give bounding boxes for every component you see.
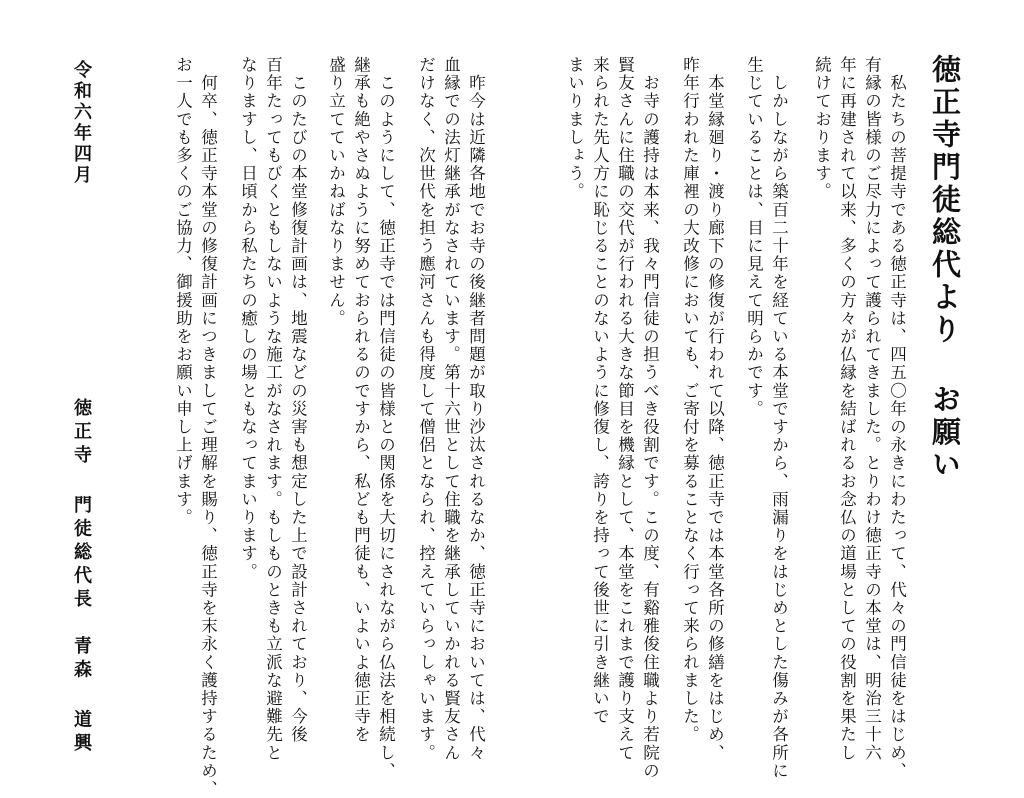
- date: 令和六年四月: [71, 60, 92, 186]
- body-line: このようにして、徳正寺では門信徒の皆様との関係を大切にされながら仏法を相続し、: [376, 56, 396, 780]
- body-line: 有縁の皆様のご尽力によって護られてきました。とりわけ徳正寺の本堂は、明治三十六: [862, 56, 882, 762]
- body-line: 継承も絶やさぬように努めておられるのですから、私ども門徒も、いよいよ徳正寺を: [351, 56, 371, 744]
- body-line: 来られた先人方に恥じることのないように修復し、誇りを持って後世に引き継いで: [590, 56, 610, 726]
- body-line: 血縁での法灯継承がなされています。第十六世として住職を継承していかれる賢友さん: [441, 56, 461, 762]
- body-line: 百年たってもびくともしないような施工がなされます。もしものときも立派な避難先と: [263, 56, 283, 762]
- body-line: なりますし、日頃から私たちの癒しの場ともなってまいります。: [238, 56, 258, 581]
- body-line: 続けております。: [812, 56, 832, 201]
- body-line: 昨今は近隣各地でお寺の後継者問題が取り沙汰されるなか、徳正寺においては、代々: [466, 56, 486, 762]
- body-line: 私たちの菩提寺である徳正寺は、四五〇年の永きにわたって、代々の門信徒をはじめ、: [887, 56, 907, 780]
- body-line: お一人でも多くのご協力、御援助をお願い申し上げます。: [173, 56, 193, 527]
- body-line: お寺の護持は本来、我々門信徒の担うべき役割です。この度、有谿雅俊住職より若院の: [640, 56, 660, 780]
- body-line: まいりましょう。: [565, 56, 585, 201]
- body-line: 何卒、徳正寺本堂の修復計画につきましてご理解を賜り、徳正寺を末永く護持するため、: [198, 56, 218, 798]
- body-line: 生じていることは、目に見えて明らかです。: [744, 56, 764, 418]
- body-line: 本堂縁廻り・渡り廊下の修復が行われて以降、徳正寺では本堂各所の修繕をはじめ、: [705, 56, 725, 762]
- body-line: しかしながら築百二十年を経ている本堂ですから、雨漏りをはじめとした傷みが各所に: [769, 56, 789, 780]
- body-line: 昨年行われた庫裡の大改修においても、ご寄付を募ることなく行って来られました。: [680, 56, 700, 744]
- body-line: 盛り立てていかねばなりません。: [326, 56, 346, 328]
- body-line: このたびの本堂修復計画は、地震などの災害も想定した上で設計されており、今後: [288, 56, 308, 744]
- body-line: 年に再建されて以来、多くの方々が仏縁を結ばれるお念仏の道場としての役割を果たし: [837, 56, 857, 762]
- page-title: 徳正寺門徒総代より お願い: [928, 54, 962, 482]
- signature: 徳正寺 門徒総代長 青森 道興: [71, 398, 92, 757]
- body-line: だけなく、次世代を担う應河さんも得度して僧侶となられ、控えていらっしゃいます。: [416, 56, 436, 762]
- body-line: 賢友さんに住職の交代が行われる大きな節目を機縁として、本堂をこれまで護り支えて: [615, 56, 635, 762]
